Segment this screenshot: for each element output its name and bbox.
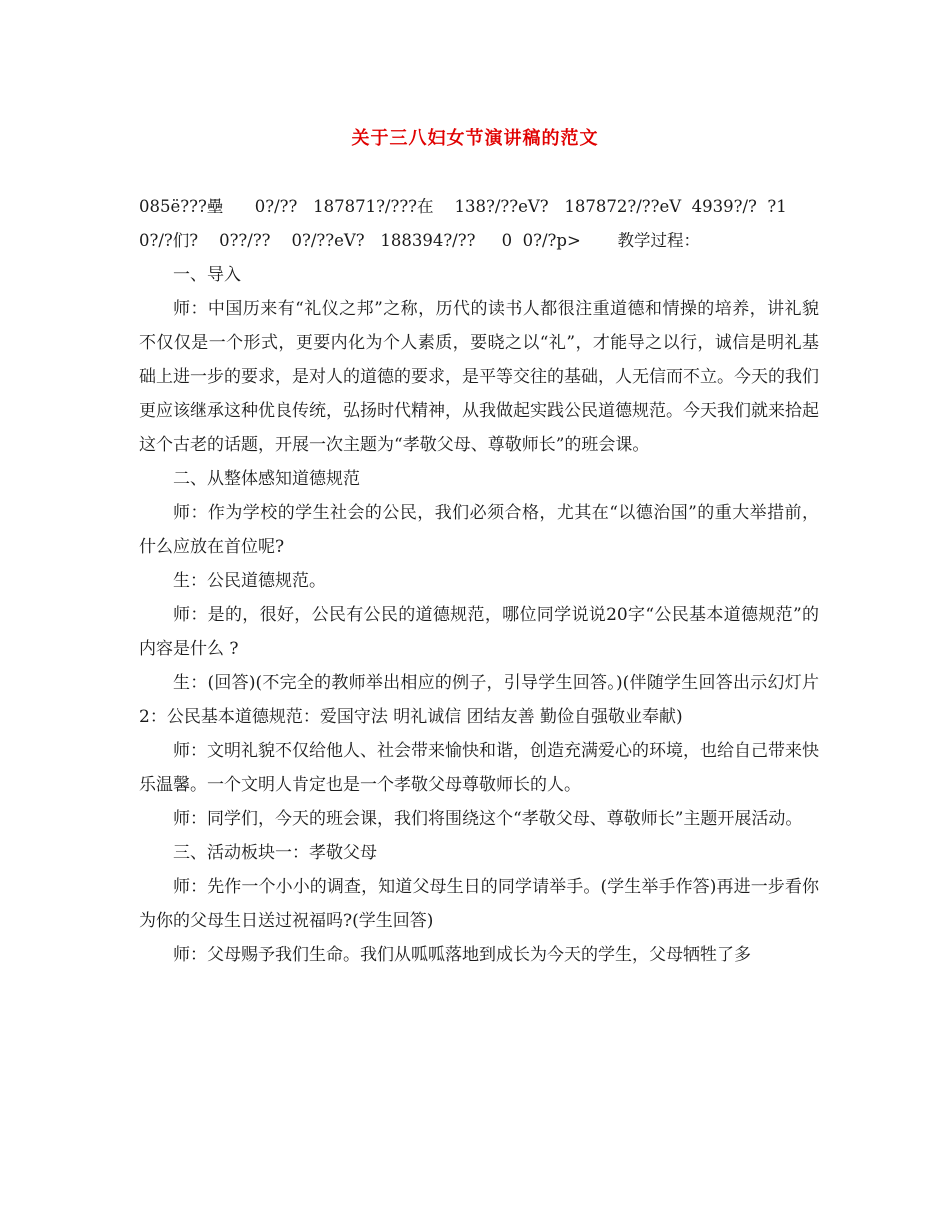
paragraph: 师：同学们，今天的班会课，我们将围绕这个“孝敬父母、尊敬师长”主题开展活动。 bbox=[173, 809, 803, 829]
section-heading-activity-one: 三、活动板块一：孝敬父母 bbox=[173, 843, 377, 863]
paragraph: 师：父母赐予我们生命。我们从呱呱落地到成长为今天的学生，父母牺牲了多 bbox=[173, 945, 751, 965]
paragraph: 师：中国历来有“礼仪之邦”之称，历代的读书人都很注重道德和情操的培养，讲礼貌不仅仅是一个形式，更要内化为个人素质，要晓之以“礼”，才能导之以行，诚信是明礼基础上进一步的要求，是对人的道德的要求，是平等交往的基础，人无信而不立。今天的我们更应该继承这种优良传统，弘扬时代精神，从我做起实践公民道德规范。今天我们就来拾起这个古老的话题，开展一次主题为“孝敬父母、尊敬师长”的班会课。 bbox=[139, 299, 819, 455]
garbled-header-line: 085ё???壘 0?/?? 187871?/???在 138?/??eV? 187872?/??eV 4939?/? ?1 0?/?们? 0??/?? 0?/??eV? 188394?/?? 0 0?/?p> 教学过程： bbox=[139, 197, 798, 250]
paragraph: 师：是的，很好，公民有公民的道德规范，哪位同学说说20字“公民基本道德规范”的内容是什么 ? bbox=[139, 605, 819, 659]
section-heading-norms: 二、从整体感知道德规范 bbox=[173, 469, 360, 489]
paragraph: 师：作为学校的学生社会的公民，我们必须合格，尤其在“以德治国”的重大举措前，什么应放在首位呢? bbox=[139, 503, 819, 557]
paragraph: 师：文明礼貌不仅给他人、社会带来愉快和谐，创造充满爱心的环境，也给自己带来快乐温馨。一个文明人肯定也是一个孝敬父母尊敬师长的人。 bbox=[139, 741, 819, 795]
section-heading-intro: 一、导入 bbox=[173, 265, 241, 285]
paragraph: 生：公民道德规范。 bbox=[173, 571, 326, 591]
document-body bbox=[139, 190, 819, 972]
paragraph: 生：(回答)(不完全的教师举出相应的例子，引导学生回答。)(伴随学生回答出示幻灯片2：公民基本道德规范：爱国守法 明礼诚信 团结友善 勤俭自强敬业奉献) bbox=[139, 673, 819, 727]
paragraph: 师：先作一个小小的调查，知道父母生日的同学请举手。(学生举手作答)再进一步看你为你的父母生日送过祝福吗?(学生回答) bbox=[139, 877, 819, 931]
document-title: 关于三八妇女节演讲稿的范文 bbox=[351, 128, 599, 149]
